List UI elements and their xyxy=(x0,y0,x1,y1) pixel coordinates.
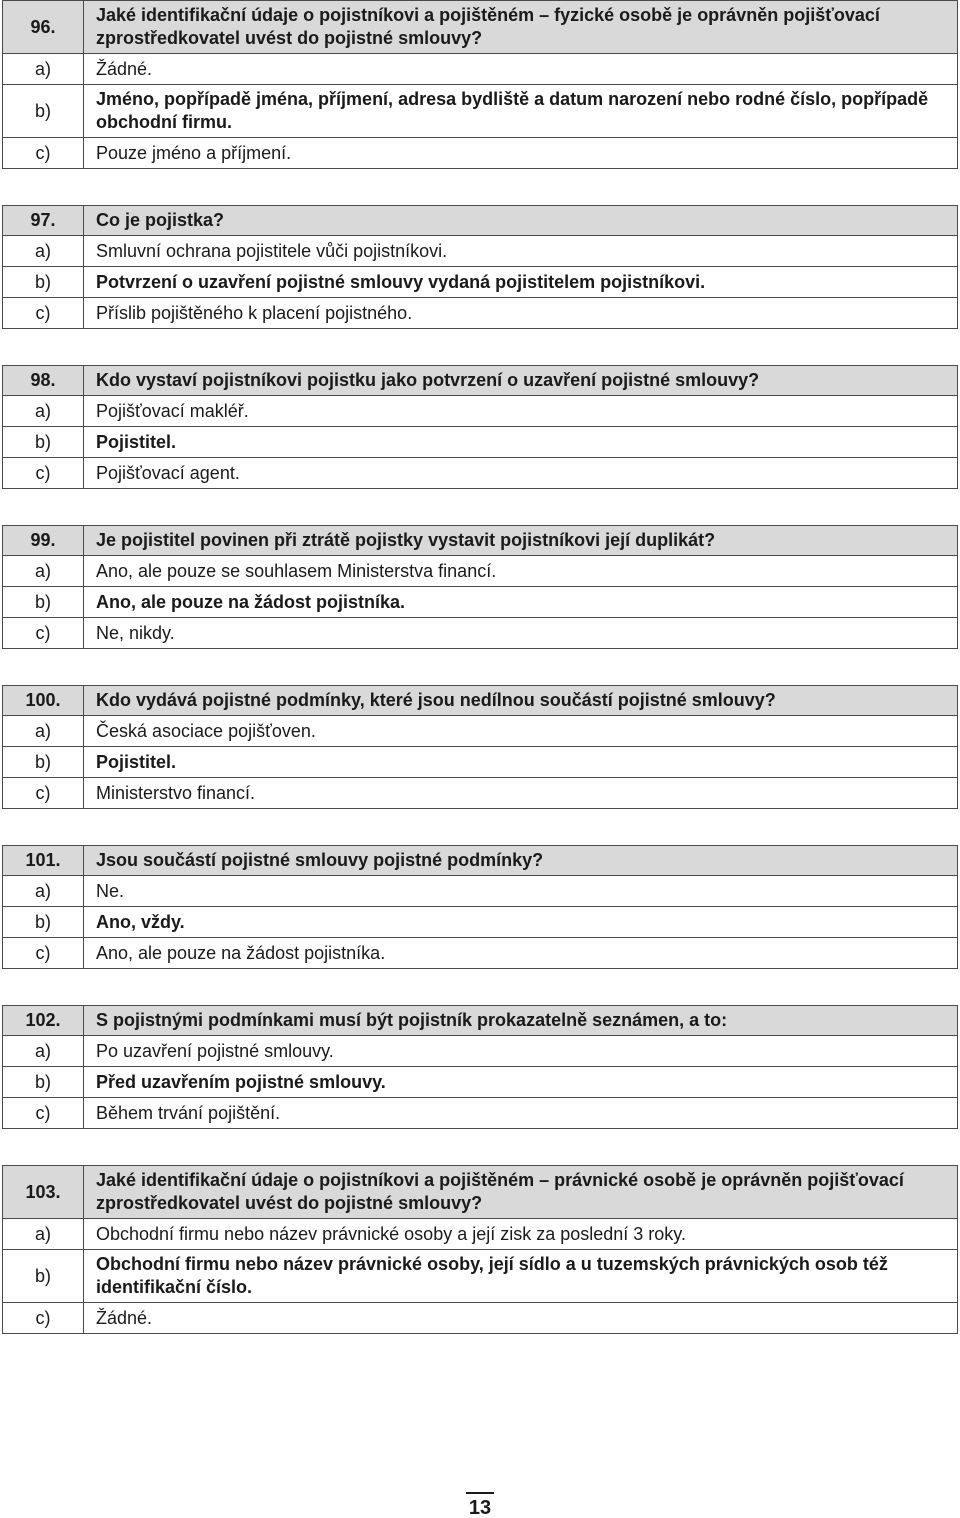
answer-option-row xyxy=(3,236,958,267)
answer-letter: b) xyxy=(3,1250,84,1303)
answer-letter: c) xyxy=(3,1303,84,1334)
question-spacer xyxy=(2,649,958,685)
answer-letter: b) xyxy=(3,587,84,618)
answer-option-row xyxy=(3,618,958,649)
answer-text-correct: Pojistitel. xyxy=(84,747,958,778)
question-block xyxy=(2,1165,958,1334)
question-block xyxy=(2,525,958,649)
question-spacer xyxy=(2,169,958,205)
question-block xyxy=(2,205,958,329)
answer-letter: c) xyxy=(3,778,84,809)
answer-option-row xyxy=(3,85,958,138)
answer-text: Česká asociace pojišťoven. xyxy=(84,716,958,747)
question-block xyxy=(2,1005,958,1129)
answer-text: Ne, nikdy. xyxy=(84,618,958,649)
answer-text-correct: Ano, ale pouze na žádost pojistníka. xyxy=(84,587,958,618)
answer-text: Ano, ale pouze na žádost pojistníka. xyxy=(84,938,958,969)
question-text: Jsou součástí pojistné smlouvy pojistné podmínky? xyxy=(84,846,958,876)
answer-option-row xyxy=(3,458,958,489)
question-spacer xyxy=(2,809,958,845)
question-text: Jaké identifikační údaje o pojistníkovi a pojištěném – právnické osobě je oprávněn pojišťovací zprostředkovatel uvést do pojistné smlouvy? xyxy=(84,1166,958,1219)
question-block xyxy=(2,0,958,169)
answer-option-row xyxy=(3,1219,958,1250)
answer-letter: a) xyxy=(3,556,84,587)
answer-text: Pouze jméno a příjmení. xyxy=(84,138,958,169)
page-footer xyxy=(0,1492,960,1518)
question-header-row xyxy=(3,846,958,876)
answer-text: Obchodní firmu nebo název právnické osoby a její zisk za poslední 3 roky. xyxy=(84,1219,958,1250)
answer-letter: b) xyxy=(3,747,84,778)
answer-text: Smluvní ochrana pojistitele vůči pojistníkovi. xyxy=(84,236,958,267)
answer-letter: c) xyxy=(3,138,84,169)
answer-text-correct: Obchodní firmu nebo název právnické osoby, její sídlo a u tuzemských právnických osob též identifikační číslo. xyxy=(84,1250,958,1303)
answer-option-row xyxy=(3,907,958,938)
answer-option-row xyxy=(3,396,958,427)
answer-letter: b) xyxy=(3,267,84,298)
answer-letter: c) xyxy=(3,1098,84,1129)
answer-text: Příslib pojištěného k placení pojistného. xyxy=(84,298,958,329)
answer-option-row xyxy=(3,138,958,169)
answer-letter: a) xyxy=(3,876,84,907)
answer-letter: b) xyxy=(3,1067,84,1098)
answer-text-correct: Před uzavřením pojistné smlouvy. xyxy=(84,1067,958,1098)
question-header-row xyxy=(3,1006,958,1036)
answer-letter: a) xyxy=(3,236,84,267)
answer-option-row xyxy=(3,747,958,778)
answer-option-row xyxy=(3,876,958,907)
answer-option-row xyxy=(3,1250,958,1303)
answer-letter: a) xyxy=(3,716,84,747)
question-spacer xyxy=(2,1129,958,1165)
question-text: Co je pojistka? xyxy=(84,206,958,236)
question-number: 101. xyxy=(3,846,84,876)
question-header-row xyxy=(3,686,958,716)
answer-text: Ano, ale pouze se souhlasem Ministerstva financí. xyxy=(84,556,958,587)
question-spacer xyxy=(2,329,958,365)
answer-letter: a) xyxy=(3,54,84,85)
answer-letter: a) xyxy=(3,396,84,427)
answer-letter: b) xyxy=(3,907,84,938)
answer-text: Po uzavření pojistné smlouvy. xyxy=(84,1036,958,1067)
answer-letter: c) xyxy=(3,458,84,489)
question-number: 100. xyxy=(3,686,84,716)
answer-letter: c) xyxy=(3,298,84,329)
page-number: 13 xyxy=(466,1492,494,1518)
answer-text: Během trvání pojištění. xyxy=(84,1098,958,1129)
question-text: Kdo vydává pojistné podmínky, které jsou nedílnou součástí pojistné smlouvy? xyxy=(84,686,958,716)
question-block xyxy=(2,685,958,809)
answer-option-row xyxy=(3,716,958,747)
question-spacer xyxy=(2,969,958,1005)
answer-option-row xyxy=(3,1036,958,1067)
answer-text: Pojišťovací makléř. xyxy=(84,396,958,427)
question-text: Je pojistitel povinen při ztrátě pojistky vystavit pojistníkovi její duplikát? xyxy=(84,526,958,556)
question-number: 99. xyxy=(3,526,84,556)
question-text: Jaké identifikační údaje o pojistníkovi a pojištěném – fyzické osobě je oprávněn pojišťovací zprostředkovatel uvést do pojistné smlouvy? xyxy=(84,1,958,54)
answer-text-correct: Ano, vždy. xyxy=(84,907,958,938)
question-header-row xyxy=(3,366,958,396)
answer-option-row xyxy=(3,427,958,458)
question-spacer xyxy=(2,489,958,525)
answer-letter: a) xyxy=(3,1219,84,1250)
answer-text: Žádné. xyxy=(84,54,958,85)
question-block xyxy=(2,365,958,489)
answer-letter: b) xyxy=(3,427,84,458)
answer-letter: b) xyxy=(3,85,84,138)
answer-option-row xyxy=(3,778,958,809)
question-list xyxy=(2,0,958,1334)
answer-option-row xyxy=(3,1098,958,1129)
answer-letter: a) xyxy=(3,1036,84,1067)
question-header-row xyxy=(3,1166,958,1219)
question-number: 98. xyxy=(3,366,84,396)
answer-option-row xyxy=(3,1067,958,1098)
answer-text: Žádné. xyxy=(84,1303,958,1334)
question-block xyxy=(2,845,958,969)
question-number: 97. xyxy=(3,206,84,236)
answer-text-correct: Potvrzení o uzavření pojistné smlouvy vydaná pojistitelem pojistníkovi. xyxy=(84,267,958,298)
answer-option-row xyxy=(3,938,958,969)
question-header-row xyxy=(3,526,958,556)
answer-text: Ne. xyxy=(84,876,958,907)
answer-letter: c) xyxy=(3,938,84,969)
question-text: S pojistnými podmínkami musí být pojistník prokazatelně seznámen, a to: xyxy=(84,1006,958,1036)
question-header-row xyxy=(3,206,958,236)
answer-option-row xyxy=(3,54,958,85)
answer-option-row xyxy=(3,298,958,329)
question-number: 102. xyxy=(3,1006,84,1036)
question-number: 96. xyxy=(3,1,84,54)
answer-text-correct: Pojistitel. xyxy=(84,427,958,458)
answer-option-row xyxy=(3,556,958,587)
answer-text-correct: Jméno, popřípadě jména, příjmení, adresa bydliště a datum narození nebo rodné číslo, popřípadě obchodní firmu. xyxy=(84,85,958,138)
answer-letter: c) xyxy=(3,618,84,649)
answer-text: Ministerstvo financí. xyxy=(84,778,958,809)
question-text: Kdo vystaví pojistníkovi pojistku jako potvrzení o uzavření pojistné smlouvy? xyxy=(84,366,958,396)
answer-option-row xyxy=(3,267,958,298)
question-number: 103. xyxy=(3,1166,84,1219)
answer-option-row xyxy=(3,1303,958,1334)
question-header-row xyxy=(3,1,958,54)
answer-option-row xyxy=(3,587,958,618)
answer-text: Pojišťovací agent. xyxy=(84,458,958,489)
